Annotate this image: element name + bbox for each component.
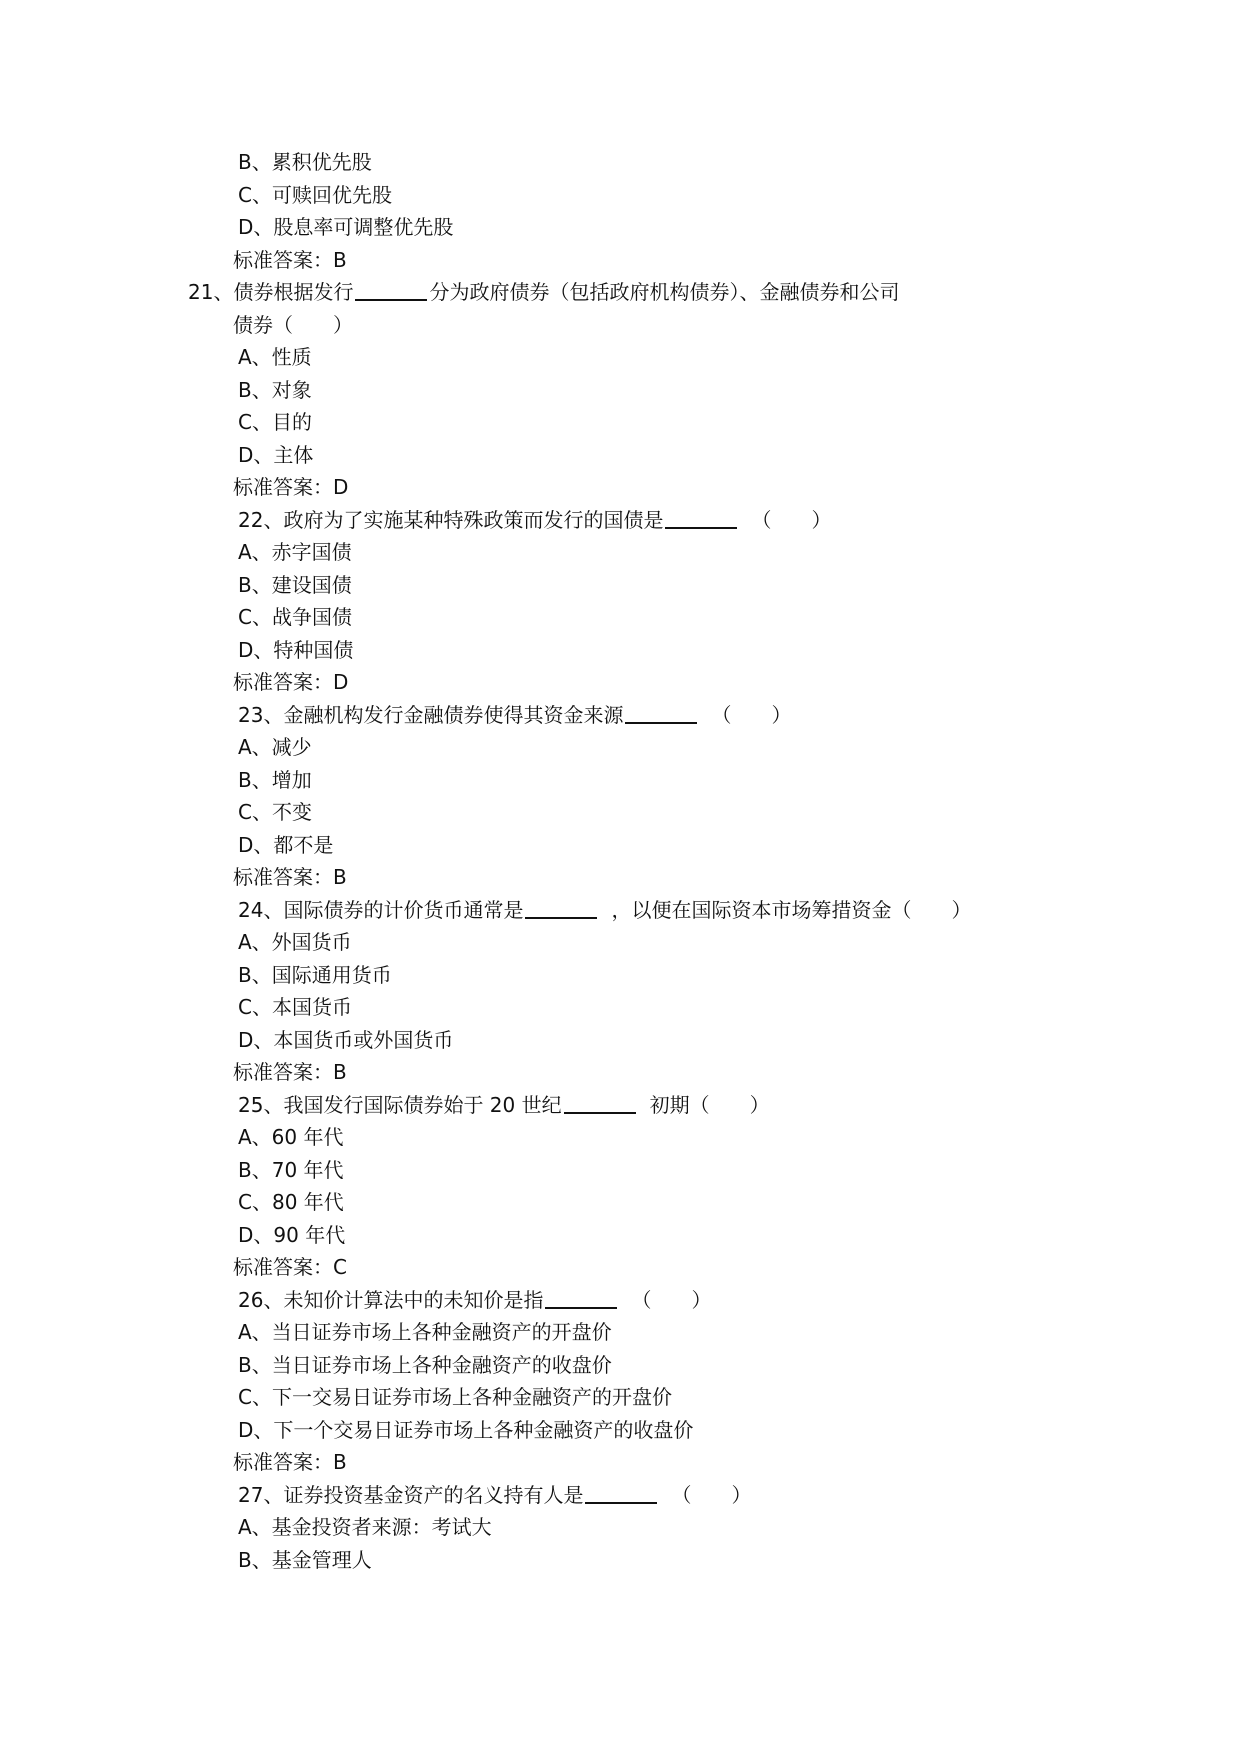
question-text: 21、债券根据发行	[188, 280, 354, 304]
question-line	[0, 1284, 1241, 1317]
standard-answer: 标准答案：B	[233, 247, 347, 272]
answer-blank	[585, 1482, 657, 1504]
standard-answer: 标准答案：B	[233, 1450, 347, 1474]
answer-option: A、减少	[238, 735, 312, 759]
answer-option: B、建设国债	[238, 572, 352, 597]
question-text: 26、未知价计算法中的未知价是指	[238, 1287, 544, 1312]
answer-option: B、累积优先股	[238, 150, 372, 174]
question-continuation: 债券（ ）	[233, 312, 353, 337]
answer-option: B、对象	[238, 377, 312, 402]
answer-option: C、本国货币	[238, 995, 352, 1019]
question-text: 24、国际债券的计价货币通常是	[238, 897, 524, 922]
question-text-tail: 初期（ ）	[649, 1092, 770, 1117]
answer-option: C、80 年代	[238, 1190, 344, 1214]
answer-option: A、当日证券市场上各种金融资产的开盘价	[238, 1320, 612, 1344]
answer-option: D、本国货币或外国货币	[238, 1027, 454, 1052]
answer-option: A、基金投资者来源：考试大	[238, 1515, 492, 1539]
answer-option: C、可赎回优先股	[238, 182, 392, 207]
question-text: 23、金融机构发行金融债券使得其资金来源	[238, 702, 624, 727]
answer-option: D、下一个交易日证券市场上各种金融资产的收盘价	[238, 1417, 694, 1442]
question-text-tail: ，以便在国际资本市场筹措资金（ ）	[611, 897, 972, 922]
standard-answer: 标准答案：B	[233, 865, 347, 889]
document-body	[0, 146, 1241, 1576]
question-line	[0, 276, 1241, 309]
standard-answer: 标准答案：D	[233, 670, 349, 694]
answer-option: D、90 年代	[238, 1222, 346, 1247]
question-line	[0, 504, 1241, 537]
answer-option: C、战争国债	[238, 605, 352, 629]
answer-blank	[665, 507, 737, 529]
answer-option: B、国际通用货币	[238, 962, 392, 987]
question-line	[0, 1089, 1241, 1122]
answer-blank	[545, 1287, 617, 1309]
answer-option: D、主体	[238, 442, 314, 467]
answer-option: B、增加	[238, 767, 312, 792]
standard-answer: 标准答案：B	[233, 1060, 347, 1084]
answer-option: D、股息率可调整优先股	[238, 215, 454, 239]
answer-option: A、性质	[238, 345, 312, 369]
question-text-tail: （ ）	[751, 507, 832, 532]
question-line	[0, 1479, 1241, 1512]
question-text: 22、政府为了实施某种特殊政策而发行的国债是	[238, 507, 664, 532]
question-line	[0, 699, 1241, 732]
answer-option: B、70 年代	[238, 1157, 344, 1182]
question-text-tail: 分为政府债券（包括政府机构债券）、金融债券和公司	[429, 280, 900, 304]
answer-option: D、都不是	[238, 832, 334, 857]
answer-option: D、特种国债	[238, 637, 354, 662]
answer-blank	[625, 702, 697, 724]
answer-option: C、不变	[238, 800, 312, 824]
answer-option: A、外国货币	[238, 930, 352, 954]
question-line	[0, 894, 1241, 927]
answer-blank	[525, 897, 597, 919]
answer-option: C、下一交易日证券市场上各种金融资产的开盘价	[238, 1385, 672, 1409]
answer-blank	[355, 279, 427, 301]
standard-answer: 标准答案：C	[233, 1255, 347, 1279]
answer-option: A、赤字国债	[238, 540, 352, 564]
answer-option: B、基金管理人	[238, 1547, 372, 1572]
answer-blank	[564, 1092, 636, 1114]
answer-option: C、目的	[238, 410, 312, 434]
answer-option: B、当日证券市场上各种金融资产的收盘价	[238, 1352, 612, 1377]
standard-answer: 标准答案：D	[233, 475, 349, 499]
answer-option: A、60 年代	[238, 1125, 344, 1149]
question-text-tail: （ ）	[671, 1482, 752, 1507]
question-text: 25、我国发行国际债券始于 20 世纪	[238, 1092, 562, 1117]
question-text: 27、证券投资基金资产的名义持有人是	[238, 1482, 584, 1507]
question-text-tail: （ ）	[711, 702, 792, 727]
question-text-tail: （ ）	[631, 1287, 712, 1312]
